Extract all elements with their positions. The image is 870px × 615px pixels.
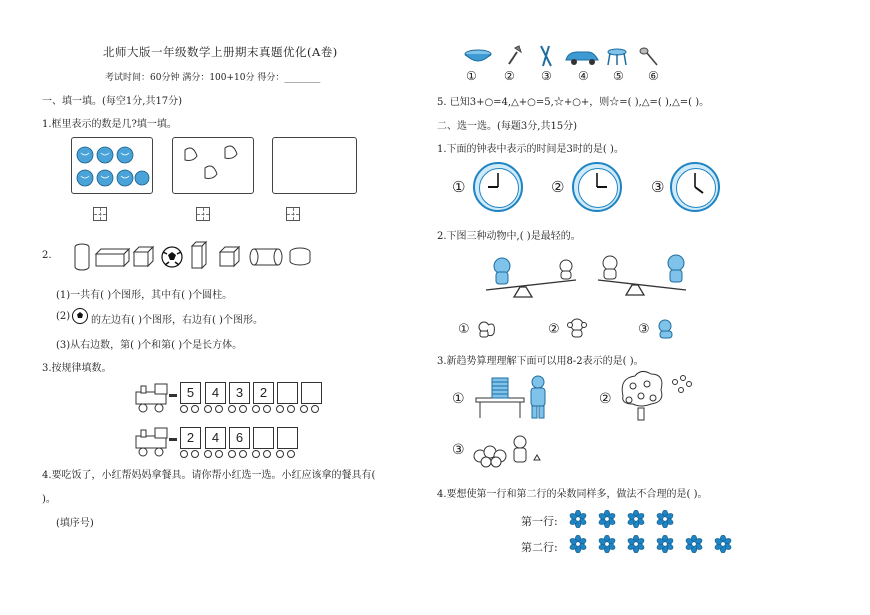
utensil-label: ② — [504, 69, 515, 83]
flower — [568, 535, 588, 553]
seesaw-scene — [480, 250, 700, 305]
train-engine-icon — [133, 424, 179, 458]
table-books-boy-icon — [474, 372, 554, 420]
train1-cell: 3 — [229, 382, 250, 404]
utensil-label: ③ — [541, 69, 552, 83]
answer-box-2[interactable] — [196, 207, 210, 221]
flower-icon — [655, 510, 675, 528]
flower — [597, 535, 617, 553]
section1-title: 一、填一填。(每空1分,共17分) — [42, 96, 183, 107]
box-shells — [172, 137, 254, 194]
train1-cell: 4 — [205, 382, 226, 404]
clock-3 — [670, 162, 720, 212]
train2-cell: 2 — [180, 427, 201, 449]
q2-line2-suffix: 的左边有( )个图形，右边有( )个图形。 — [91, 315, 263, 326]
train1-cell-blank[interactable] — [301, 382, 322, 404]
answer-box-3[interactable] — [286, 207, 300, 221]
flower — [684, 535, 704, 553]
question-3: 3.按规律填数。 — [42, 363, 112, 374]
r-question-1: 1.下面的钟表中表示的时间是3时的是( )。 — [437, 144, 624, 155]
train1-cell-blank[interactable] — [277, 382, 298, 404]
soccer-ball-icon — [71, 307, 89, 325]
flower-icon — [713, 535, 733, 553]
train2-wheels — [178, 449, 302, 459]
utensils-row — [462, 44, 672, 68]
flower — [655, 510, 675, 528]
clock-hands — [672, 164, 718, 210]
utensil-label: ⑥ — [648, 69, 659, 83]
flower-icon — [655, 535, 675, 553]
flower-icon — [568, 510, 588, 528]
exam-info: 考试时间：60分钟 满分：100+10分 得分：________ — [105, 73, 321, 83]
question-4-line2: )。 — [42, 494, 56, 505]
train2-cell-blank[interactable] — [253, 427, 274, 449]
page-title: 北师大版一年级数学上册期末真题优化(A卷) — [103, 45, 338, 59]
train-engine-icon — [133, 380, 179, 414]
box-empty — [272, 137, 357, 194]
clock-option-label[interactable]: ① — [452, 178, 466, 196]
r-q3-option-label[interactable]: ② — [599, 391, 612, 407]
r-question-2: 2.下图三种动物中,( )是最轻的。 — [437, 231, 581, 242]
r-question-3: 3.新趋势算理理解下面可以用8-2表示的是( )。 — [437, 356, 644, 367]
animal-option-label[interactable]: ③ — [638, 322, 650, 337]
flower — [626, 535, 646, 553]
flower-icon — [684, 535, 704, 553]
answer-box-1[interactable] — [93, 207, 107, 221]
question-4-note: (填序号) — [56, 518, 94, 529]
q2-line1: (1)一共有( )个图形，其中有( )个圆柱。 — [56, 290, 233, 301]
row2-label: 第二行: — [521, 541, 558, 554]
r-question-4: 4.要想使第一行和第二行的朵数同样多，做法不合理的是( )。 — [437, 489, 708, 500]
clock-option-label[interactable]: ③ — [651, 178, 665, 196]
train2-cell-blank[interactable] — [277, 427, 298, 449]
flower-icon — [568, 535, 588, 553]
flower — [597, 510, 617, 528]
flower — [626, 510, 646, 528]
flower-icon — [626, 535, 646, 553]
shell-icons — [173, 138, 253, 193]
apple-tree-icon — [617, 370, 697, 422]
q2-line3: (3)从右边数，第( )个和第( )个是长方体。 — [56, 340, 243, 351]
section2-title: 二、选一选。(每题3分,共15分) — [437, 121, 578, 132]
question-4-line1: 4.要吃饭了，小红帮妈妈拿餐具。请你帮小红选一选。小红应该拿的餐具有( — [42, 470, 376, 481]
clock-hands — [574, 164, 620, 210]
flower-icon — [597, 535, 617, 553]
animal-option-label[interactable]: ② — [548, 322, 560, 337]
flower-icon — [597, 510, 617, 528]
question-5: 5. 已知3+○=4,△+○=5,☆+○+，则☆=( ),△=( ),△=( )。 — [437, 97, 710, 108]
question-1: 1.框里表示的数是几?填一填。 — [42, 119, 177, 130]
flower — [713, 535, 733, 553]
box-cabbages — [71, 137, 153, 194]
train1-wheels — [178, 404, 326, 414]
utensil-label: ④ — [578, 69, 589, 83]
cabbage-icons — [72, 138, 152, 193]
clock-2 — [572, 162, 622, 212]
row1-label: 第一行: — [521, 515, 558, 528]
dog-icon — [655, 318, 677, 340]
flower — [568, 510, 588, 528]
train2-cell: 4 — [205, 427, 226, 449]
flower — [655, 535, 675, 553]
animal-option-label[interactable]: ① — [458, 322, 470, 337]
r-q3-option-label[interactable]: ① — [452, 391, 465, 407]
clock-option-label[interactable]: ② — [551, 178, 565, 196]
shapes-row — [70, 240, 340, 276]
utensil-label: ① — [466, 69, 477, 83]
clock-hands — [475, 164, 521, 210]
train1-cell: 2 — [253, 382, 274, 404]
r-q3-option-label[interactable]: ③ — [452, 442, 465, 458]
q2-line2-prefix: (2) — [56, 311, 71, 322]
clock-1 — [473, 162, 523, 212]
train2-cell: 6 — [229, 427, 250, 449]
peaches-monkey-icon — [470, 432, 550, 468]
flower-icon — [626, 510, 646, 528]
squirrel-icon — [476, 319, 496, 339]
monkey-icon — [566, 317, 588, 339]
question-2-label: 2. — [42, 250, 52, 261]
train1-cell: 5 — [180, 382, 201, 404]
utensil-label: ⑤ — [613, 69, 624, 83]
